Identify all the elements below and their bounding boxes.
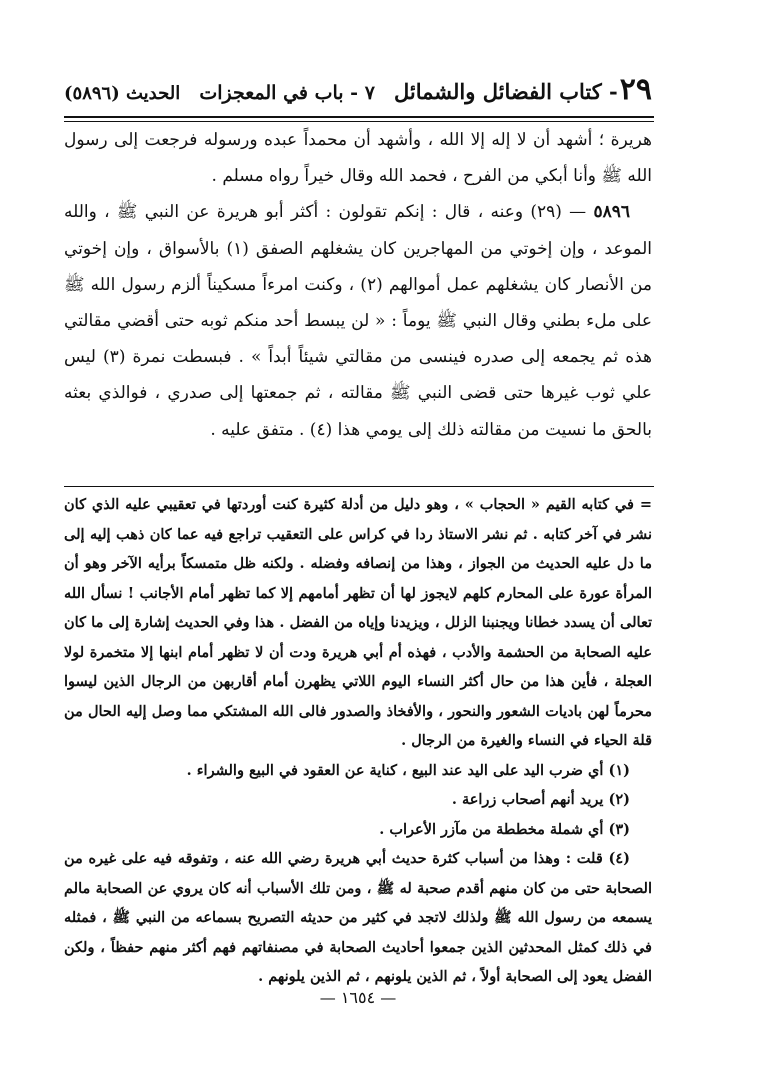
footnote-separator (64, 486, 654, 487)
footnote-3: (٣) أي شملة مخططة من مآزر الأعراب . (379, 820, 630, 838)
footnote-1: (١) أي ضرب اليد على اليد عند البيع ، كناية عن العقود في البيع والشراء . (186, 761, 630, 779)
footnote-4: (٤) قلت : وهذا من أسباب كثرة حديث أبي هريرة رضي الله عنه ، وتفوقه فيه على غيره من الصحابة حتى من كان منهم أقدم صحبة له ﷺ ، ومن تلك الأسباب أنه كان يروي عن الصحابة مالم يسمعه من رسول الله ﷺ ولذلك لاتجد في كثير من حديثه التصريح بسماعه من النبي ﷺ ، فمثله في ذلك كمثل المحدثين الذين جمعوا أحاديث الصحابة في مصنفاتهم فهم أكثر منهم حفظاً ، ولكن الفضل يعود إلى الصحابة أولاً ، ثم الذين يلونهم ، ثم الذين يلونهم . (64, 850, 652, 985)
hadith-number: ٥٨٩٦ (593, 202, 631, 223)
main-text (64, 122, 652, 448)
page-header (64, 72, 652, 116)
header-hadith-range: الحديث (٥٨٩٦) (64, 83, 181, 104)
hadith-text: — (٢٩) وعنه ، قال : إنكم تقولون : أكثر أبو هريرة عن النبي ﷺ ، والله الموعد ، وإن إخوتي من المهاجرين كان يشغلهم الصفق (١) بالأسواق ، وإن إخوتي من الأنصار كان يشغلهم عمل أموالهم (٢) ، وكنت امرءاً مسكيناً ألزم رسول الله ﷺ على ملء بطني وقال النبي ﷺ يوماً : « لن يبسط أحد منكم ثوبه حتى أقضي مقالتي هذه ثم يجمعه إلى صدره فينسى من مقالتي شيئاً أبداً » . فبسطت نمرة (٣) ليس علي ثوب غيرها حتى قضى النبي ﷺ مقالته ، ثم جمعتها إلى صدري ، فوالذي بعثه بالحق ما نسيت من مقالته ذلك إلى يومي هذا (٤) . متفق عليه . (64, 202, 652, 440)
footnote-2: (٢) يريد أنهم أصحاب زراعة . (451, 791, 630, 808)
header-book (394, 72, 652, 107)
footnote-continuation: = في كتابه القيم « الحجاب » ، وهو دليل من أدلة كثيرة كنت أوردتها في تعقيبي عليه الذي كان نشر في آخر كتابه . ثم نشر الاستاذ ردا في كراس على التعقيب تراجع فيه عما كان ذهب إليه إلى ما دل عليه الحديث من الجواز ، وهذا من إنصافه وفضله . ولكنه ظل متمسكاً برأيه الآخر وهو أن المرأة عورة على المحارم كلهم لايجوز لها أن تظهر أمامهم إلا كما تظهر أمام الأجانب ! نسأل الله تعالى أن يسدد خطانا ويجنبنا الزلل ، ويزيدنا وإياه من الفضل . هذا وفي الحديث إشارة إلى ما كان عليه الصحابة من الحشمة والأدب ، فهذه أم أبي هريرة ودت أن لا تظهر أمام ابنها إلا متخمرة لولا العجلة ، فأين هذا من حال أكثر النساء اليوم اللاتي يظهرن أمام أقاربهن من الرجال الذين ليسوا محرماً لهن باديات الشعور والنحور ، والأفخاذ والصدور فالى الله المشتكي مما وصل إليه الحال من قلة الحياء في النساء والغيرة من الرجال . (64, 496, 652, 749)
header-book-title: - كتاب الفضائل والشمائل (394, 79, 618, 104)
footnotes (64, 490, 652, 992)
header-chapter-title: ٧ - باب في المعجزات (199, 82, 375, 104)
page-number: — ١٦٥٤ — (319, 988, 397, 1007)
hadith-paragraph (64, 194, 652, 447)
header-page-label: ٢٩ (619, 72, 652, 107)
hadith-continuation-paragraph: هريرة ؛ أشهد أن لا إله إلا الله ، وأشهد أن محمداً عبده ورسوله فرجعت إلى رسول الله ﷺ وأنا أبكي من الفرح ، فحمد الله وقال خيراً رواه مسلم . (64, 130, 652, 187)
